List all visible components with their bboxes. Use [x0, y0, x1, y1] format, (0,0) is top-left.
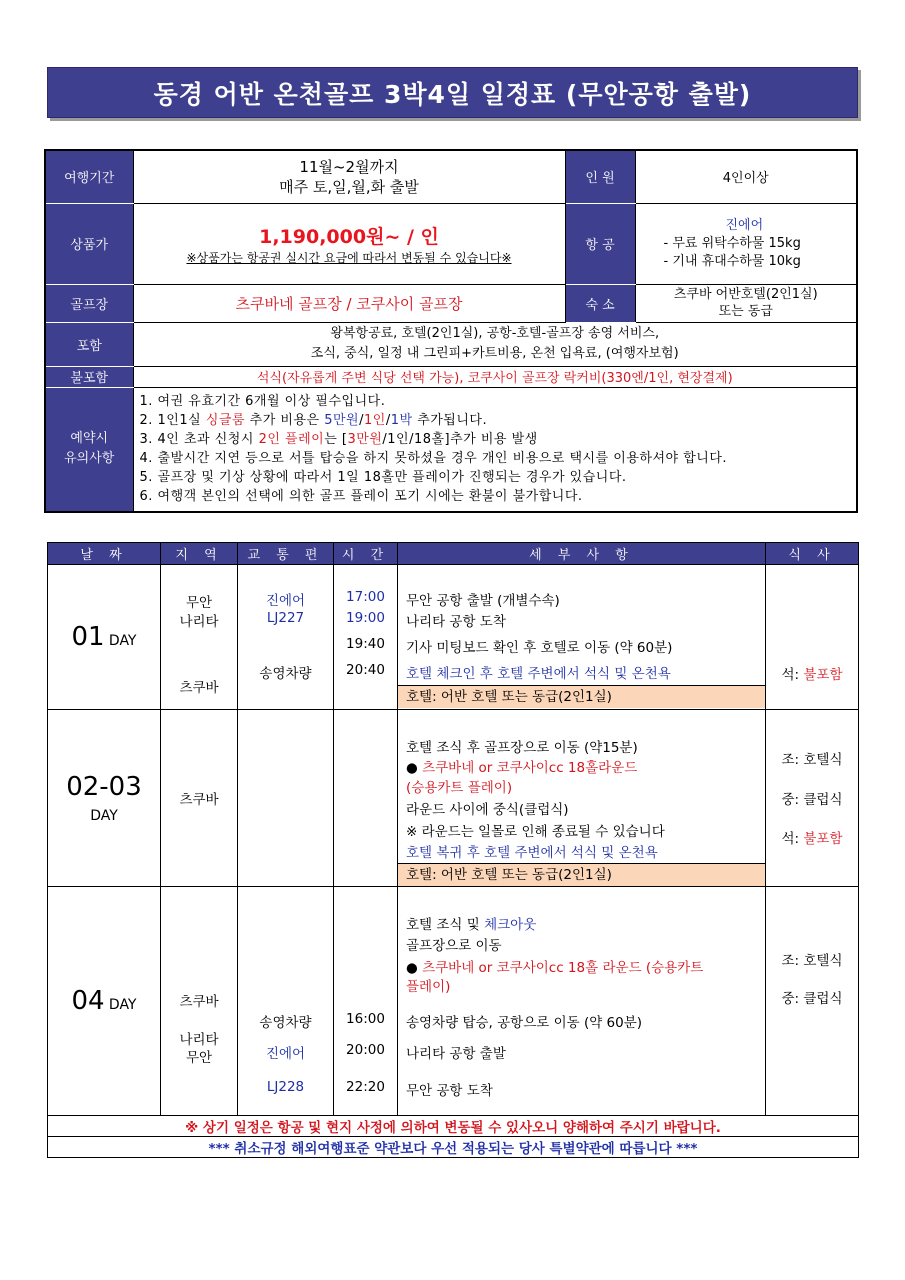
air-carrier: 진에어: [725, 217, 764, 233]
day2-transport: [238, 710, 334, 887]
page-title-text: 동경 어반 온천골프 3박4일 일정표 (무안공항 출발): [153, 79, 752, 109]
day1-transport-2: LJ227: [266, 610, 305, 626]
header-details: 세 부 사 항: [398, 543, 766, 565]
day4-detail-6: 나리타 공항 출발: [406, 1046, 506, 1062]
day2-detail-4: 라운드 사이에 중식(클럽식): [406, 802, 569, 818]
day2-detail-6: 호텔 복귀 후 호텔 주변에서 석식 및 온천욕: [406, 845, 658, 861]
notice-item-4: 4. 출발시간 지연 등으로 서틀 탑승을 하지 못하셨을 경우 개인 비용으로 택시를 이용하셔야 합니다.: [139, 451, 728, 467]
day1-detail-4: 호텔 체크인 후 호텔 주변에서 석식 및 온천욕: [406, 666, 671, 682]
info-row-include: [45, 322, 857, 366]
day1-meal-value: 불포함: [803, 667, 843, 683]
header-time: 시 간: [334, 543, 398, 565]
notice-2-text-b: 추가 비용은: [245, 413, 325, 429]
day4-detail-2: 골프장으로 이동: [406, 938, 502, 954]
day2-bullet-icon: ●: [406, 760, 418, 776]
include-line-1: 왕복항공료, 호텔(2인1실), 공항-호텔-골프장 송영 서비스,: [330, 326, 660, 341]
price-label: 상품가: [45, 203, 133, 284]
golf-label: 골프장: [45, 284, 133, 322]
day4-checkout: 체크아웃: [484, 917, 537, 933]
header-date: 날 짜: [48, 543, 161, 565]
day4-detail-1: [406, 913, 761, 933]
people-value: 4인이상: [635, 150, 857, 203]
day1-time-4: 20:40: [346, 662, 385, 678]
price-note: ※상품가는 항공권 실시간 요금에 따라서 변동될 수 있습니다※: [186, 250, 512, 265]
day1-transport-1: 진에어: [265, 593, 306, 609]
notice-2-price: 5만원: [324, 413, 360, 429]
day2-meal-dinner: [766, 827, 858, 847]
notice-2-text: 2. 1인1실: [139, 413, 206, 429]
day4-detail-1-text: 호텔 조식 및: [406, 917, 485, 933]
stay-line-2: 또는 동급: [718, 304, 773, 319]
price-cell: [133, 203, 565, 284]
day4-region-3: 무안: [185, 1050, 213, 1066]
info-row-price: [45, 203, 857, 284]
day4-meal-breakfast: 조: 호텔식: [781, 953, 843, 969]
day2-times: [334, 710, 398, 887]
exclude-value: 석식(자유롭게 주변 식당 선택 가능), 코쿠사이 골프장 락커비(330엔/1인, 현장결제): [133, 366, 857, 387]
day2-number: 02-03: [66, 772, 142, 802]
day1-region-2: 나리타: [179, 614, 219, 630]
stay-label: 숙 소: [565, 284, 635, 322]
schedule-row-day4: [48, 887, 859, 1116]
info-row-exclude: [45, 366, 857, 387]
day2-meals: [766, 710, 859, 887]
info-table: [44, 149, 858, 513]
day4-transport-3: LJ228: [266, 1079, 305, 1095]
air-label: 항 공: [565, 203, 635, 284]
people-label: 인 원: [565, 150, 635, 203]
day4-region: [161, 887, 238, 1116]
notice-label: [45, 387, 133, 512]
notice-2-per-person: 1인: [363, 413, 386, 429]
day2-region: 츠쿠바: [161, 710, 238, 887]
day4-time-2: 20:00: [346, 1042, 385, 1058]
day1-region-3: 츠쿠바: [179, 680, 219, 696]
day4-transport-1: 송영차량: [259, 1015, 312, 1031]
day4-detail-4: 플레이): [406, 979, 451, 995]
footer-change-notice: ※ 상기 일정은 항공 및 현지 사정에 의하여 변동될 수 있사오니 양해하여 주시기 바랍니다.: [48, 1116, 859, 1137]
schedule-footer-2: [48, 1137, 859, 1158]
info-row-golf: [45, 284, 857, 322]
air-cell: [635, 203, 857, 284]
notice-item-3: [140, 430, 851, 449]
header-transport: 교 통 편: [238, 543, 334, 565]
day2-meal-breakfast: 조: 호텔식: [781, 752, 843, 768]
notice-3-text-c: /1인/18홀]추가 비용 발생: [382, 432, 538, 448]
day4-number: 04: [71, 986, 105, 1016]
notice-item-5: 5. 골프장 및 기상 상황에 따라서 1일 18홀만 플레이가 진행되는 경우가 있습니다.: [139, 470, 627, 486]
air-carryon-baggage: - 기내 휴대수하물 10kg: [663, 253, 801, 269]
day2-detail-5: ※ 라운드는 일몰로 인해 종료될 수 있습니다: [406, 824, 665, 840]
day1-detail-3: 기사 미팅보드 확인 후 호텔로 이동 (약 60분): [406, 640, 673, 656]
day2-meal-prefix: 석:: [781, 831, 804, 847]
day4-region-1: 츠쿠바: [179, 994, 219, 1010]
day2-detail-3: (승용카트 플레이): [406, 780, 513, 796]
day2-detail-2-text: 츠쿠바네 or 코쿠사이cc 18홀라운드: [422, 760, 638, 776]
day2-meal-value: 불포함: [803, 831, 843, 847]
schedule-footer-1: [48, 1116, 859, 1137]
notice-3-two-play: 2인 플레이: [258, 432, 325, 448]
day2-details: [398, 710, 766, 887]
period-value: [133, 150, 565, 203]
day4-detail-3: [406, 956, 761, 976]
day1-detail-1: 무안 공항 출발 (개별수속): [406, 593, 560, 609]
day1-number: 01: [71, 622, 105, 652]
day1-meal-dinner: [766, 663, 858, 683]
day1-region: [161, 565, 238, 710]
day1-meal-prefix: 석:: [781, 667, 804, 683]
page-title: [47, 67, 858, 118]
notice-2-single-room: 싱글룸: [205, 413, 246, 429]
day4-transport: [238, 887, 334, 1116]
day1-unit: DAY: [108, 633, 137, 649]
schedule-header: [48, 543, 859, 565]
day4-date: [48, 887, 161, 1116]
period-label: 여행기간: [45, 150, 133, 203]
day4-detail-7: 무안 공항 도착: [406, 1083, 493, 1099]
schedule-row-day1: [48, 565, 859, 710]
day4-detail-5: 송영차량 탑승, 공항으로 이동 (약 60분): [406, 1015, 643, 1031]
day4-time-3: 22:20: [346, 1079, 385, 1095]
day2-meal-lunch: 중: 클럽식: [781, 792, 843, 808]
notice-label-line-2: 유의사항: [64, 451, 115, 467]
day1-detail-2: 나리타 공항 도착: [406, 614, 506, 630]
day1-transport-3: 송영차량: [259, 666, 312, 682]
day1-time-3: 19:40: [346, 636, 385, 652]
schedule-table: [47, 542, 859, 1158]
exclude-label: 불포함: [45, 366, 133, 387]
notice-3-price: 3만원: [347, 432, 383, 448]
day4-region-2: 나리타: [179, 1032, 219, 1048]
price-value: 1,190,000원~ / 인: [259, 225, 439, 248]
day4-meal-lunch: 중: 클럽식: [781, 991, 843, 1007]
day2-detail-1: 호텔 조식 후 골프장으로 이동 (약15분): [406, 740, 638, 756]
golf-value: 츠쿠바네 골프장 / 코쿠사이 골프장: [133, 284, 565, 322]
include-cell: [133, 322, 857, 366]
include-label: 포함: [45, 322, 133, 366]
day1-hotel: 호텔: 어반 호텔 또는 동급(2인1실): [398, 685, 765, 708]
day4-transport-2: 진에어: [265, 1046, 306, 1062]
footer-cancel-policy: *** 취소규정 해외여행표준 약관보다 우선 적용되는 당사 특별약관에 따릅니다 ***: [48, 1137, 859, 1158]
day1-meals: [766, 565, 859, 710]
schedule-row-day2: [48, 710, 859, 887]
notice-item-1: 1. 여권 유효기간 6개월 이상 필수입니다.: [139, 394, 386, 410]
stay-cell: [635, 284, 857, 322]
day1-transport: [238, 565, 334, 710]
day2-detail-2: [406, 756, 761, 776]
notice-3-text: 3. 4인 초과 신청시: [139, 432, 259, 448]
header-region: 지 역: [161, 543, 238, 565]
info-row-notice: [45, 387, 857, 512]
day2-unit: DAY: [90, 808, 118, 824]
notice-2-text-c: 추가됩니다.: [412, 413, 488, 429]
day4-unit: DAY: [108, 997, 137, 1013]
notice-item-6: 6. 여행객 본인의 선택에 의한 골프 플레이 포기 시에는 환불이 불가합니다.: [139, 489, 583, 505]
day1-region-1: 무안: [185, 595, 213, 611]
day4-time-1: 16:00: [346, 1011, 385, 1027]
notice-label-line-1: 예약시: [70, 431, 109, 447]
notice-2-per-night: 1박: [390, 413, 413, 429]
info-row-period: [45, 150, 857, 203]
day1-time-1: 17:00: [346, 589, 385, 605]
day4-bullet-icon: ●: [406, 960, 418, 976]
period-line-1: 11월~2월까지: [299, 157, 399, 176]
day2-hotel: 호텔: 어반 호텔 또는 동급(2인1실): [398, 863, 765, 886]
period-line-2: 매주 토,일,월,화 출발: [279, 177, 419, 196]
notice-3-text-b: 는 [: [324, 432, 348, 448]
day4-times: [334, 887, 398, 1116]
include-line-2: 조식, 중식, 일정 내 그린피+카트비용, 온천 입욕료, (여행자보험): [310, 346, 679, 361]
day4-detail-3-text: 츠쿠바네 or 코쿠사이cc 18홀 라운드 (승용카트: [422, 960, 704, 976]
day1-time-2: 19:00: [346, 610, 385, 626]
day4-meals: [766, 887, 859, 1116]
notice-2-slash-b: /: [385, 413, 391, 429]
day4-details: [398, 887, 766, 1116]
air-checked-baggage: - 무료 위탁수하물 15kg: [663, 235, 801, 251]
notice-item-2: [140, 411, 851, 430]
day1-times: [334, 565, 398, 710]
notice-list: [133, 387, 857, 512]
header-meal: 식 사: [766, 543, 859, 565]
day1-date: [48, 565, 161, 710]
notice-2-slash: /: [359, 413, 364, 429]
day1-details: [398, 565, 766, 710]
stay-line-1: 츠쿠바 어반호텔(2인1실): [673, 287, 818, 302]
day2-date: [48, 710, 161, 887]
